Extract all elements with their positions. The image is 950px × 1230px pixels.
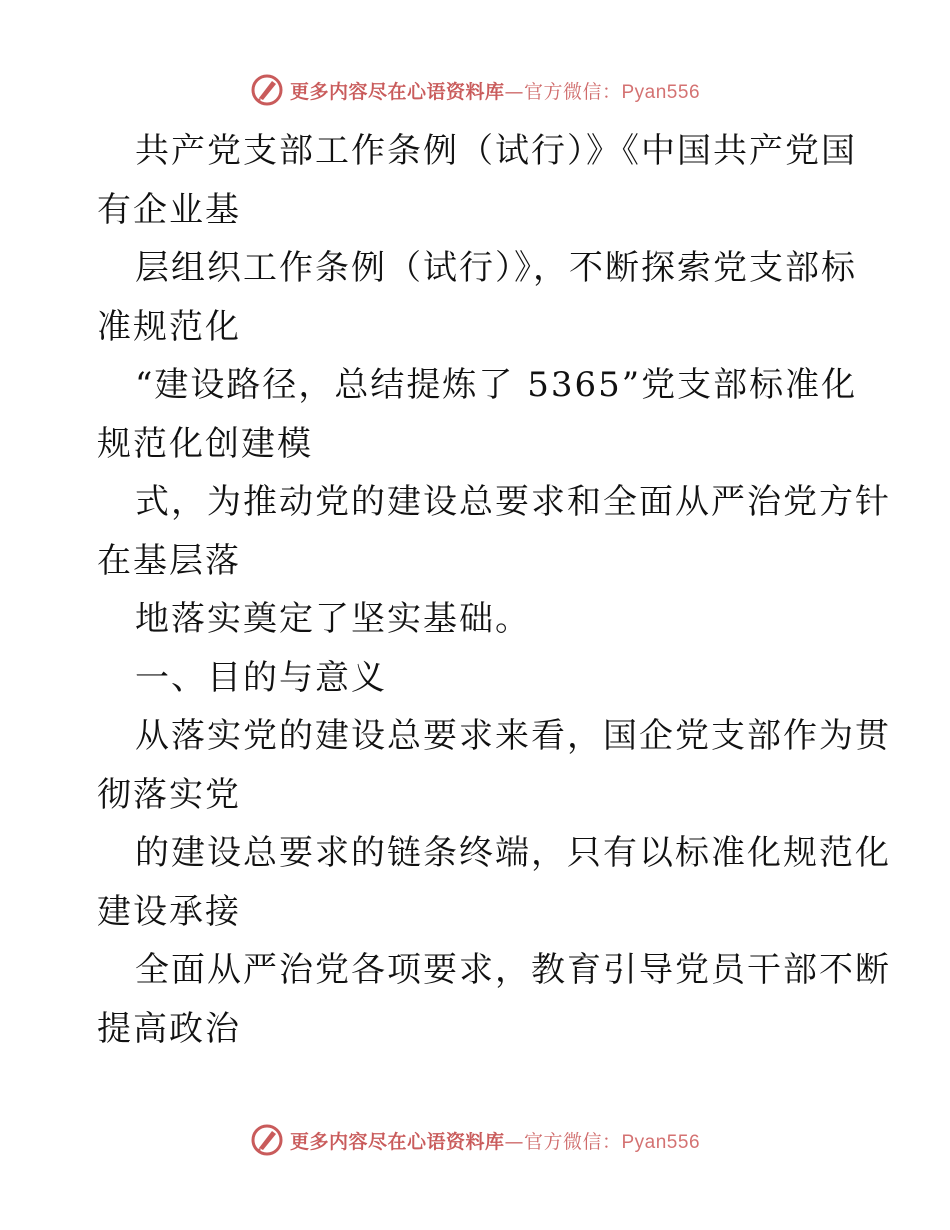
- paragraph-line: 式，为推动党的建设总要求和全面从严治党方针: [135, 482, 891, 522]
- watermark-official: 官方微信：: [523, 1130, 622, 1153]
- paragraph-line: 彻落实党: [97, 774, 241, 815]
- watermark-separator: —: [504, 1130, 524, 1153]
- paragraph-line: “建设路径，总结提炼了 5365”党支部标准化: [135, 365, 858, 405]
- paragraph-line: 规范化创建模: [97, 423, 313, 464]
- paragraph-line: 地落实奠定了坚实基础。: [135, 599, 531, 639]
- paragraph-line: 提高政治: [97, 1008, 241, 1049]
- quill-logo-icon: [250, 1123, 284, 1157]
- paragraph-line: 的建设总要求的链条终端，只有以标准化规范化: [135, 833, 891, 873]
- paragraph-line: 准规范化: [97, 306, 241, 347]
- watermark-brand: 更多内容尽在心语资料库: [289, 1130, 505, 1153]
- footer-watermark: [0, 1120, 950, 1160]
- watermark-text: [290, 77, 700, 104]
- paragraph-line: 一、目的与意义: [135, 657, 387, 698]
- watermark-account: Pyan556: [621, 1131, 701, 1153]
- document-body: [97, 122, 891, 1058]
- paragraph-line: 全面从严治党各项要求，教育引导党员干部不断: [135, 950, 891, 990]
- quill-logo-icon: [250, 73, 284, 107]
- header-watermark: [0, 70, 950, 110]
- paragraph-line: 层组织工作条例（试行）》，不断探索党支部标: [135, 248, 857, 288]
- watermark-account: Pyan556: [621, 81, 701, 103]
- paragraph-line: 从落实党的建设总要求来看，国企党支部作为贯: [135, 716, 891, 756]
- watermark-official: 官方微信：: [523, 80, 622, 103]
- watermark-brand: 更多内容尽在心语资料库: [289, 80, 505, 103]
- paragraph-line: 有企业基: [97, 189, 241, 230]
- paragraph-line: 共产党支部工作条例（试行）》《中国共产党国: [135, 131, 857, 171]
- paragraph-line: 建设承接: [97, 891, 241, 932]
- watermark-text: [290, 1127, 700, 1154]
- paragraph-line: 在基层落: [97, 540, 241, 581]
- watermark-separator: —: [504, 80, 524, 103]
